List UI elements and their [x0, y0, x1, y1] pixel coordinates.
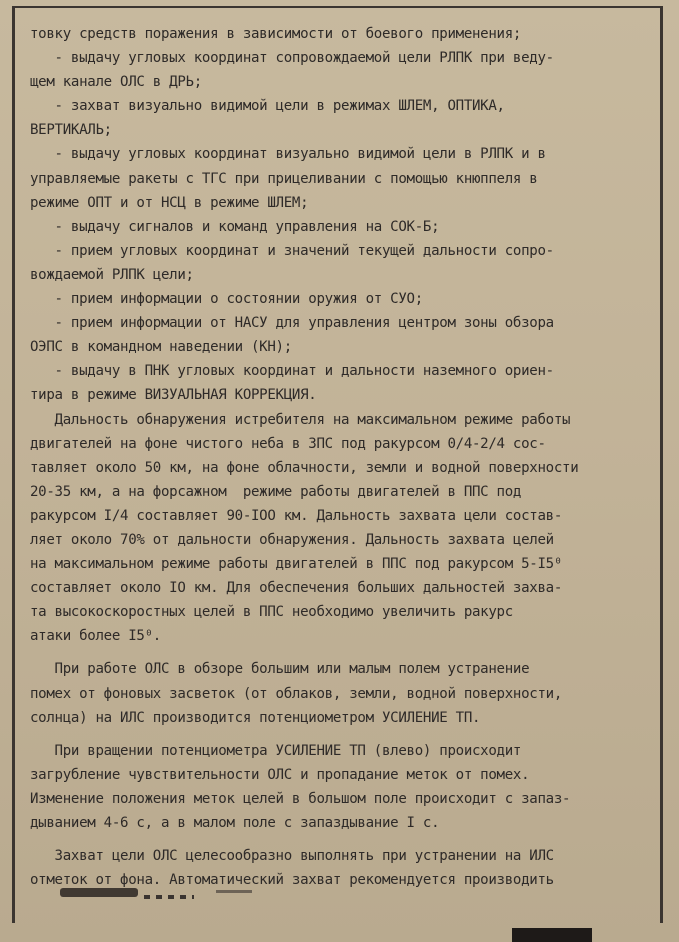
text-line: - выдачу сигналов и команд управления на СОК-Б; — [30, 218, 440, 235]
body-text — [30, 22, 640, 892]
text-line: управляемые ракеты с ТГС при прицеливании с помощью кнюппеля в — [30, 170, 538, 187]
text-line: дыванием 4-6 с, а в малом поле с запаздывание I с. — [30, 815, 440, 831]
text-line: ОЭПС в командном наведении (КН); — [30, 339, 292, 356]
paragraph-gap — [30, 835, 640, 844]
text-line: - прием информации от НАСУ для управления центром зоны обзора — [30, 315, 554, 332]
ink-smudge — [60, 888, 138, 897]
ink-smudge — [144, 895, 194, 899]
text-line: тира в режиме ВИЗУАЛЬНАЯ КОРРЕКЦИЯ. — [30, 387, 317, 404]
text-line: товку средств поражения в зависимости от боевого применения; — [30, 26, 522, 42]
text-line: ВЕРТИКАЛЬ; — [30, 122, 112, 139]
text-line: - выдачу угловых координат сопровождаемой цели РЛПК при веду- — [30, 50, 554, 67]
text-line: - прием угловых координат и значений текущей дальности сопро- — [30, 242, 554, 259]
text-line: щем канале ОЛС в ДРЬ; — [30, 74, 202, 91]
text-line: ляет около 70% от дальности обнаружения. Дальность захвата целей — [30, 531, 554, 548]
text-line: 20-35 км, а на форсажном режиме работы двигателей в ППС под — [30, 483, 522, 500]
text-line: Изменение положения меток целей в большом поле происходит с запаз- — [30, 790, 571, 807]
text-line: помех от фоновых засветок (от облаков, земли, водной поверхности, — [30, 685, 563, 702]
text-line: - выдачу угловых координат визуально видимой цели в РЛПК и в — [30, 146, 546, 163]
text-line: атаки более I5⁰. — [30, 628, 161, 645]
text-line: двигателей на фоне чистого неба в ЗПС под ракурсом 0/4-2/4 сос- — [30, 435, 546, 452]
text-line: составляет около IО км. Для обеспечения больших дальностей захва- — [30, 580, 563, 597]
ink-smudge — [216, 890, 252, 893]
paragraph-gap — [30, 648, 640, 657]
text-line: режиме ОПТ и от НСЦ в режиме ШЛЕМ; — [30, 194, 309, 211]
text-line: на максимальном режиме работы двигателей в ППС под ракурсом 5-I5⁰ — [30, 556, 563, 573]
text-line: - выдачу в ПНК угловых координат и дальности наземного ориен- — [30, 363, 554, 380]
text-line: солнца) на ИЛС производится потенциометром УСИЛЕНИЕ ТП. — [30, 709, 481, 726]
scan-edge-shadow — [512, 928, 592, 942]
text-line: вождаемой РЛПК цели; — [30, 266, 194, 283]
text-line: - прием информации о состоянии оружия от СУО; — [30, 291, 423, 308]
text-line: та высокоскоростных целей в ППС необходимо увеличить ракурс — [30, 604, 513, 621]
text-line: При вращении потенциометра УСИЛЕНИЕ ТП (влево) происходит — [30, 742, 522, 759]
text-line: - захват визуально видимой цели в режимах ШЛЕМ, ОПТИКА, — [30, 98, 505, 115]
text-line: загрубление чувствительности ОЛС и пропадание меток от помех. — [30, 766, 530, 783]
text-line: Захват цели ОЛС целесообразно выполнять при устранении на ИЛС — [30, 848, 554, 865]
text-line: отметок от фона. Автоматический захват рекомендуется производить — [30, 872, 554, 889]
text-line: Дальность обнаружения истребителя на максимальном режиме работы — [30, 411, 571, 428]
paragraph-gap — [30, 730, 640, 739]
text-line: ракурсом I/4 составляет 90-IОО км. Дальность захвата цели состав- — [30, 507, 563, 524]
text-line: При работе ОЛС в обзоре большим или малым полем устранение — [30, 661, 530, 678]
text-line: тавляет около 50 км, на фоне облачности, земли и водной поверхности — [30, 459, 579, 476]
